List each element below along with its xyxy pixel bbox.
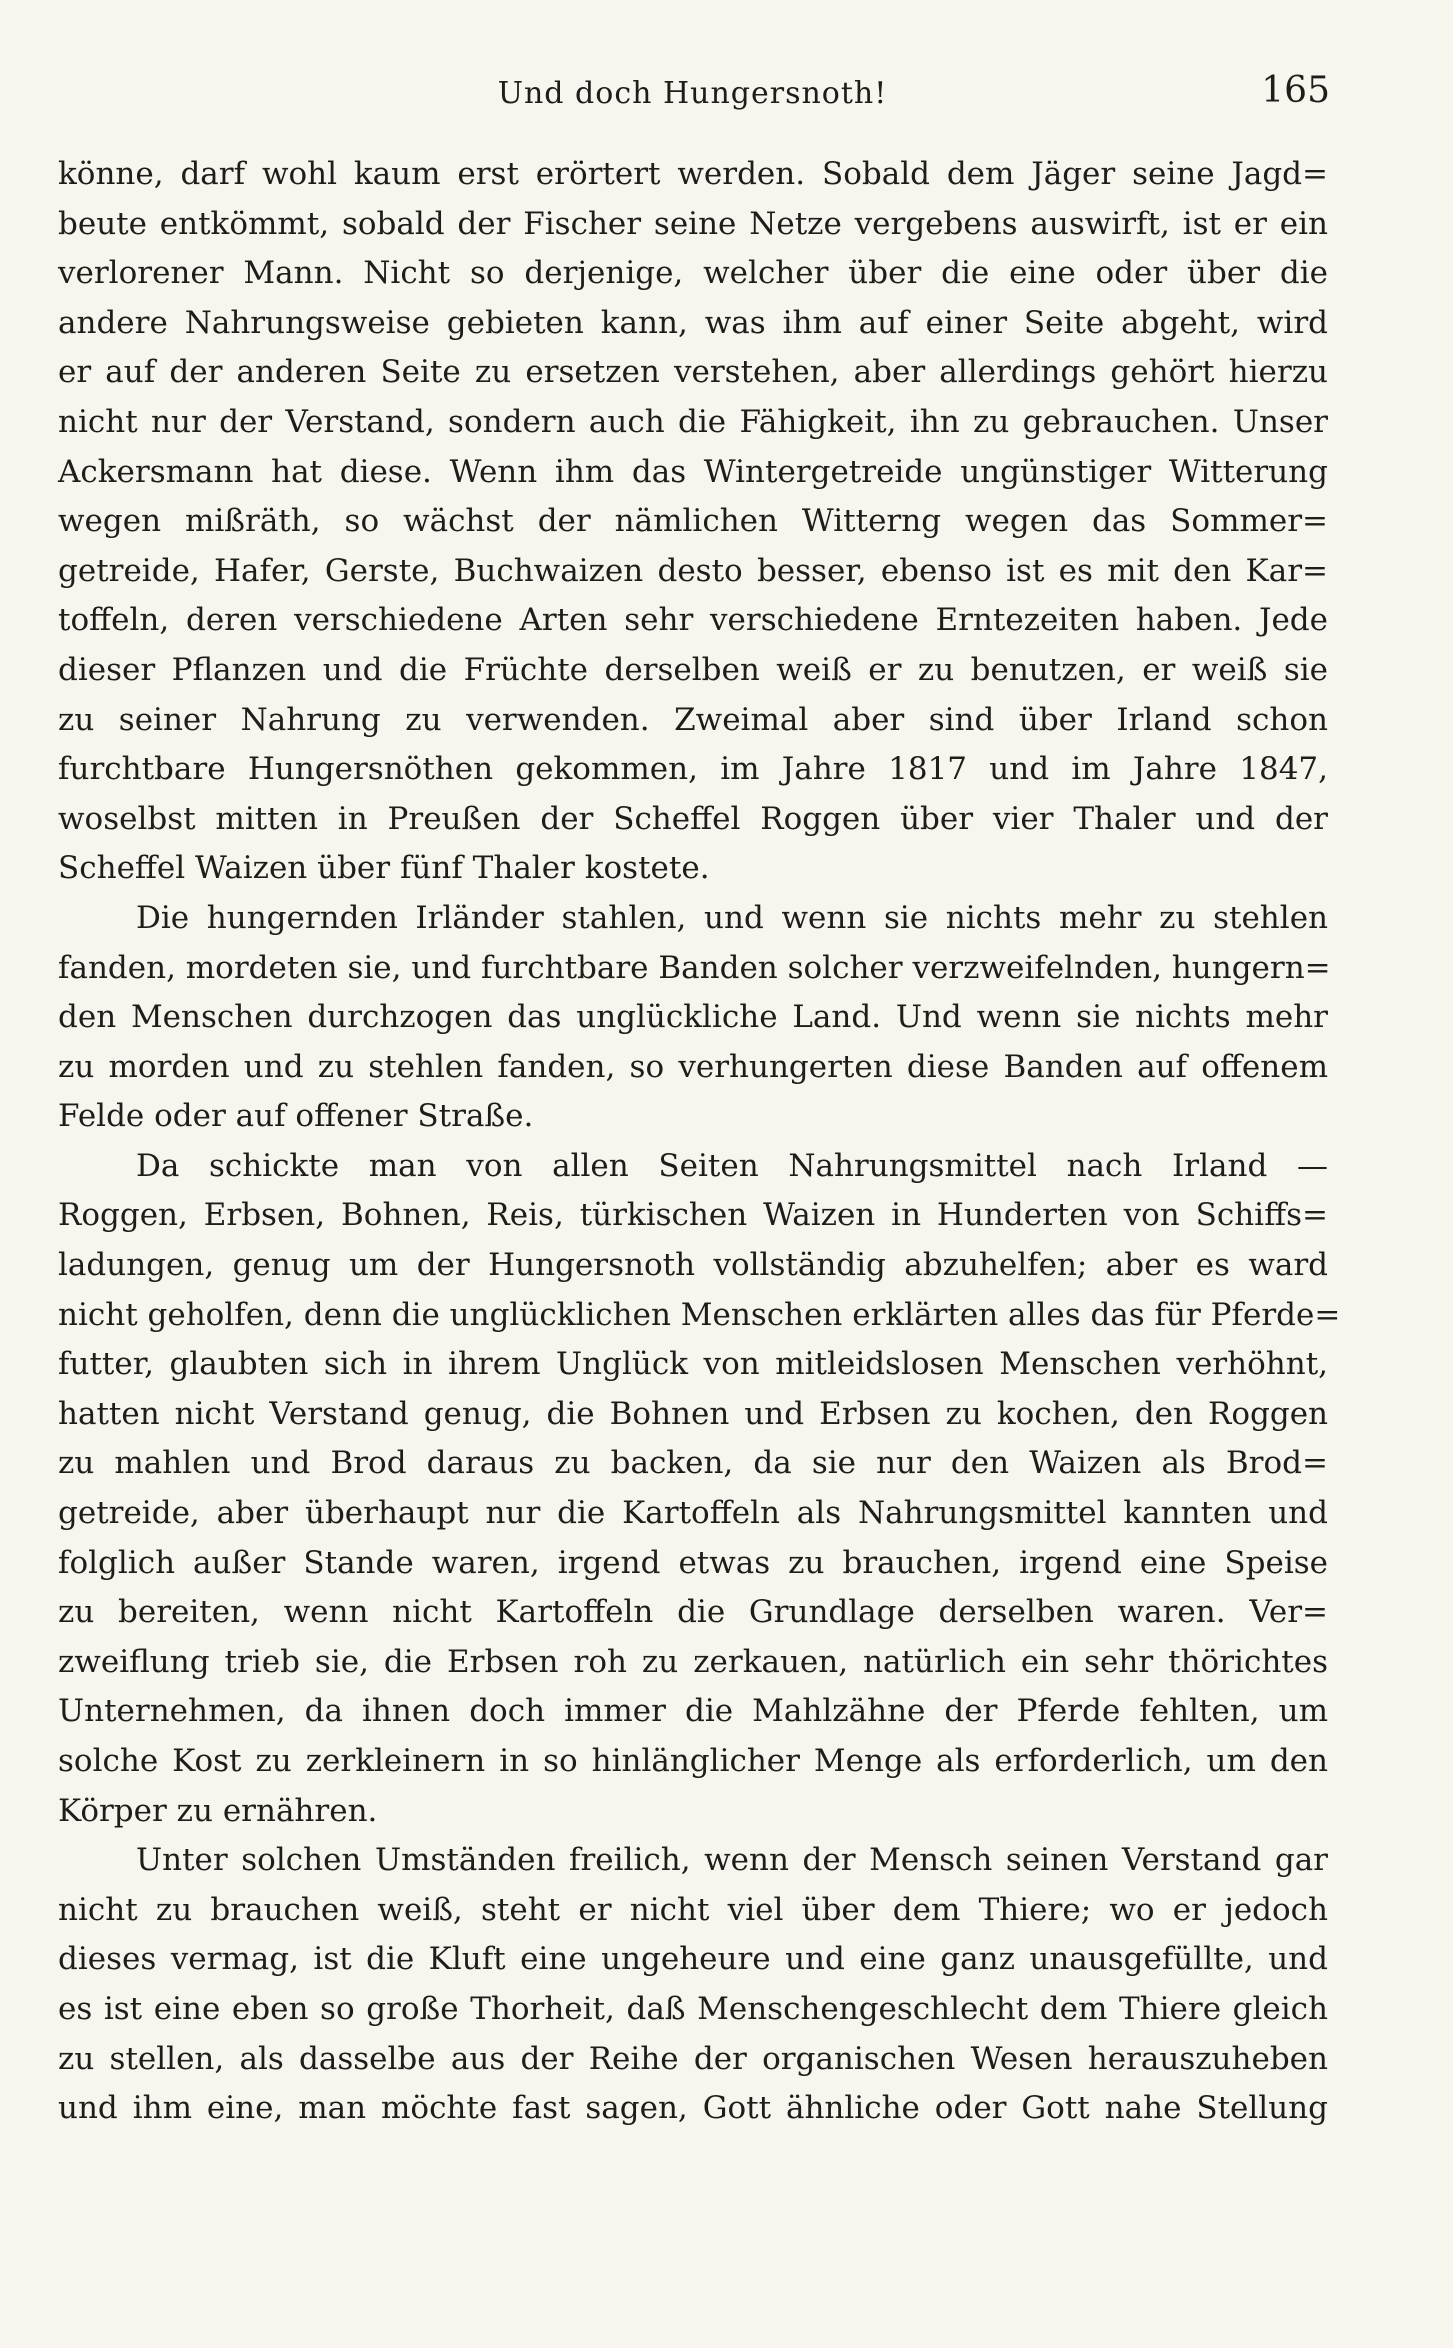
text-line: getreide, Hafer, Gerste, Buchwaizen desto besser, ebenso ist es mit den Kar= (58, 552, 1328, 589)
text-line: den Menschen durchzogen das unglückliche Land. Und wenn sie nichts mehr (58, 999, 1328, 1036)
text-line: wegen mißräth, so wächst der nämlichen Witterng wegen das Sommer= (58, 503, 1328, 540)
running-head (55, 70, 1330, 118)
text-line: Unter solchen Umständen freilich, wenn der Mensch seinen Verstand gar (136, 1842, 1328, 1879)
text-line: Da schickte man von allen Seiten Nahrungsmittel nach Irland — (136, 1147, 1328, 1184)
text-line: Felde oder auf offener Straße. (58, 1098, 534, 1135)
text-line: andere Nahrungsweise gebieten kann, was ihm auf einer Seite abgeht, wird (58, 304, 1328, 341)
text-line: futter, glaubten sich in ihrem Unglück von mitleidslosen Menschen verhöhnt, (58, 1346, 1328, 1383)
text-line: dieses vermag, ist die Kluft eine ungeheure und eine ganz unausgefüllte, und (58, 1941, 1328, 1978)
body-text (58, 150, 1341, 2134)
text-line: er auf der anderen Seite zu ersetzen verstehen, aber allerdings gehört hierzu (58, 354, 1328, 391)
text-line: beute entkömmt, sobald der Fischer seine Netze vergebens auswirft, ist er ein (58, 205, 1328, 242)
text-line: ladungen, genug um der Hungersnoth vollständig abzuhelfen; aber es ward (58, 1247, 1328, 1284)
text-line: zu mahlen und Brod daraus zu backen, da sie nur den Waizen als Brod= (58, 1445, 1328, 1482)
text-line: hatten nicht Verstand genug, die Bohnen und Erbsen zu kochen, den Roggen (58, 1395, 1328, 1432)
text-line: furchtbare Hungersnöthen gekommen, im Jahre 1817 und im Jahre 1847, (58, 751, 1328, 788)
text-line: und ihm eine, man möchte fast sagen, Gott ähnliche oder Gott nahe Stellung (58, 2090, 1328, 2127)
text-line: könne, darf wohl kaum erst erörtert werden. Sobald dem Jäger seine Jagd= (58, 156, 1328, 192)
text-line: zweiflung trieb sie, die Erbsen roh zu zerkauen, natürlich ein sehr thörichtes (58, 1643, 1328, 1680)
text-line: nicht nur der Verstand, sondern auch die Fähigkeit, ihn zu gebrauchen. Unser (58, 403, 1328, 440)
text-line: Unternehmen, da ihnen doch immer die Mahlzähne der Pferde fehlten, um (58, 1693, 1328, 1730)
text-line: zu stellen, als dasselbe aus der Reihe der organischen Wesen herauszuheben (58, 2040, 1328, 2077)
text-line: solche Kost zu zerkleinern in so hinlänglicher Menge als erforderlich, um den (58, 1743, 1328, 1779)
text-line: Die hungernden Irländer stahlen, und wenn sie nichts mehr zu stehlen (136, 899, 1328, 936)
text-line: Körper zu ernähren. (58, 1792, 378, 1829)
text-line: zu bereiten, wenn nicht Kartoffeln die Grundlage derselben waren. Ver= (58, 1594, 1328, 1631)
text-line: nicht geholfen, denn die unglücklichen Menschen erklärten alles das für Pferde= (58, 1296, 1341, 1333)
text-line: folglich außer Stande waren, irgend etwas zu brauchen, irgend eine Speise (58, 1544, 1328, 1581)
text-line: getreide, aber überhaupt nur die Kartoffeln als Nahrungsmittel kannten und (58, 1495, 1328, 1532)
text-line: Scheffel Waizen über fünf Thaler kostete. (58, 850, 710, 887)
running-title: Und doch Hungersnoth! (497, 76, 888, 111)
page-number: 165 (1261, 70, 1330, 111)
text-line: es ist eine eben so große Thorheit, daß Menschengeschlecht dem Thiere gleich (58, 1990, 1328, 2027)
text-line: toffeln, deren verschiedene Arten sehr verschiedene Erntezeiten haben. Jede (58, 602, 1328, 639)
text-line: zu morden und zu stehlen fanden, so verhungerten diese Banden auf offenem (58, 1048, 1328, 1085)
text-line: Ackersmann hat diese. Wenn ihm das Wintergetreide ungünstiger Witterung (58, 453, 1328, 490)
text-line: verlorener Mann. Nicht so derjenige, welcher über die eine oder über die (58, 255, 1328, 292)
text-line: dieser Pflanzen und die Früchte derselben weiß er zu benutzen, er weiß sie (58, 651, 1328, 688)
text-line: nicht zu brauchen weiß, steht er nicht viel über dem Thiere; wo er jedoch (58, 1891, 1328, 1928)
text-line: woselbst mitten in Preußen der Scheffel Roggen über vier Thaler und der (58, 800, 1328, 837)
text-line: fanden, mordeten sie, und furchtbare Banden solcher verzweifelnden, hungern= (58, 949, 1331, 986)
text-line: Roggen, Erbsen, Bohnen, Reis, türkischen Waizen in Hunderten von Schiffs= (58, 1197, 1328, 1234)
text-line: zu seiner Nahrung zu verwenden. Zweimal aber sind über Irland schon (58, 701, 1328, 738)
